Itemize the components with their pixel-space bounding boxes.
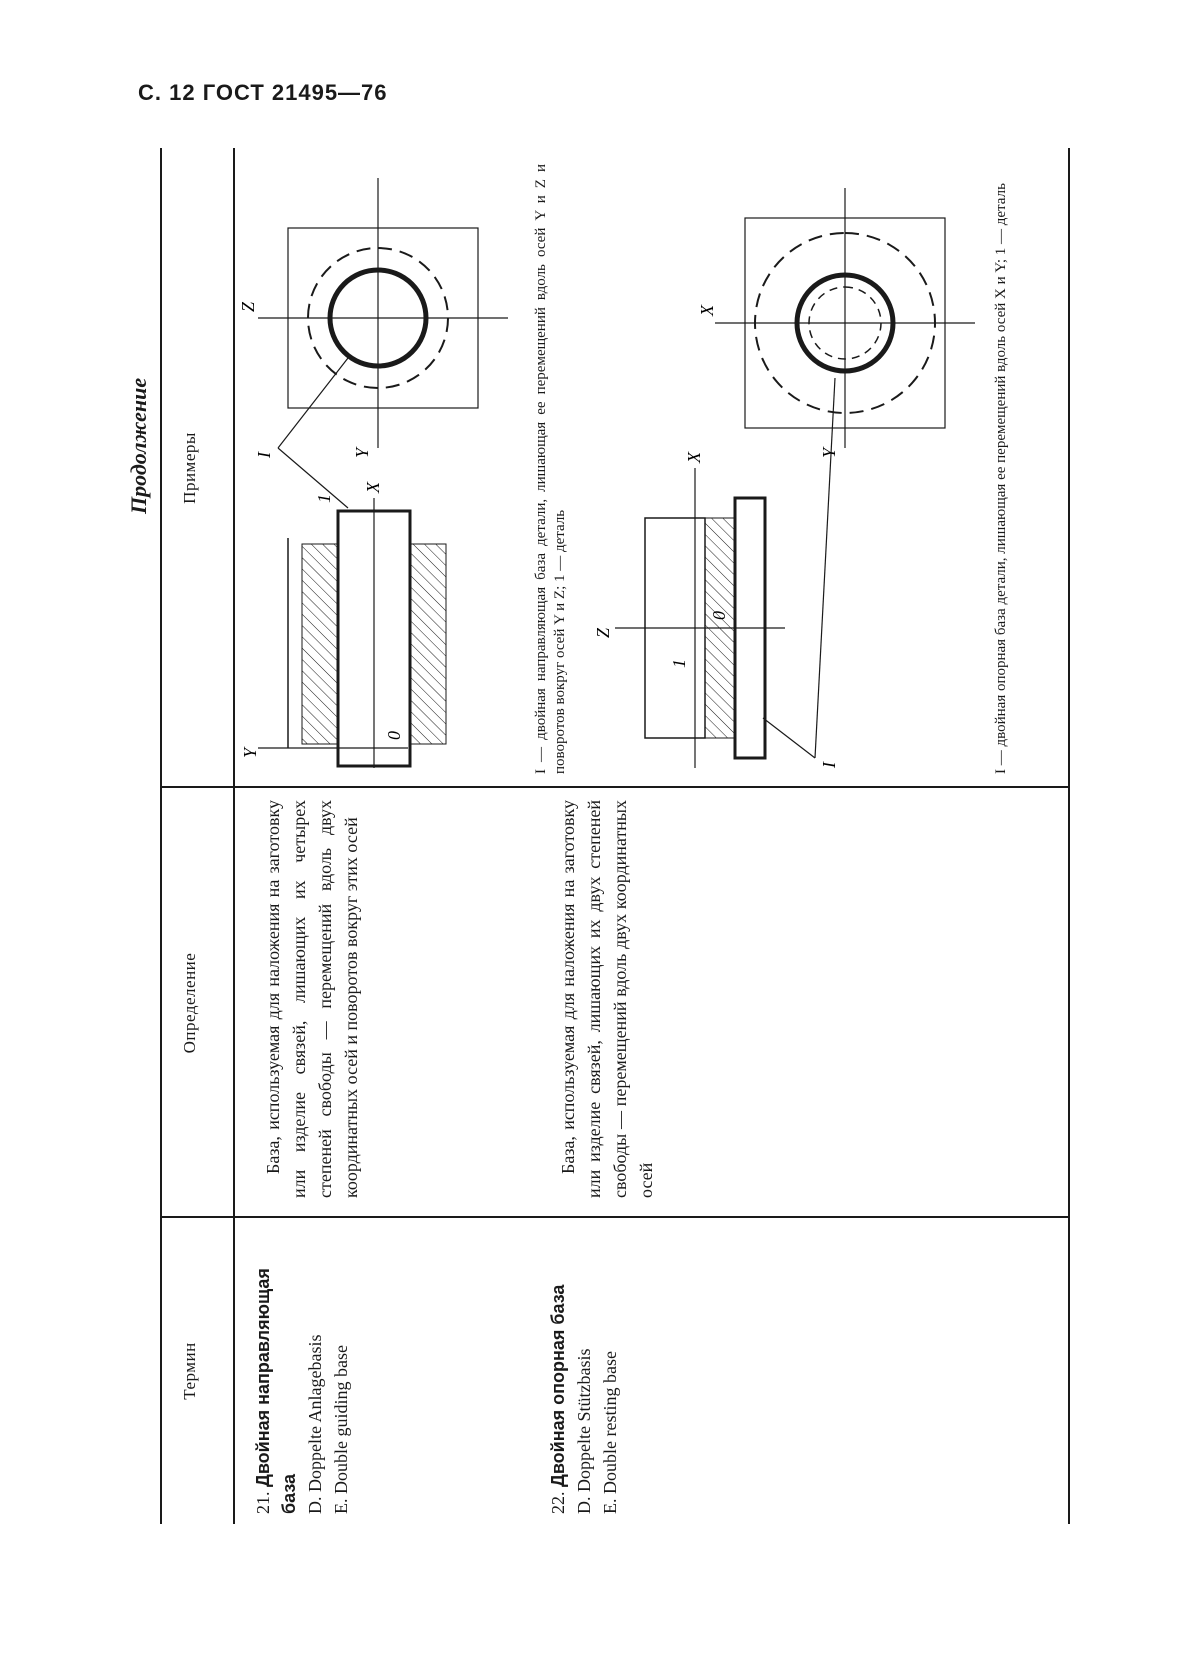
figure-22 — [585, 148, 985, 788]
housing-hatched-upper — [302, 544, 338, 744]
term-22-number: 22. — [548, 1491, 568, 1514]
header-rule — [233, 148, 235, 1524]
fig21-label-base: I — [254, 452, 274, 458]
fig21-label-z: Z — [238, 301, 258, 312]
term-21-name: Двойная направляющая база — [253, 1268, 299, 1514]
fig22-label-part: 1 — [669, 659, 689, 668]
term-21-german: D. Doppelte Anlagebasis — [305, 1334, 325, 1514]
leader-line-1 — [278, 448, 348, 508]
caption-22: I — двойная опорная база детали, лишающая ее перемещений вдоль осей X и Y; 1 — деталь — [993, 183, 1009, 774]
figure-21 — [238, 148, 528, 788]
fig22-label-x-top: X — [684, 452, 704, 463]
column-divider-1 — [160, 1216, 1070, 1218]
fig22-label-y: Y — [819, 447, 839, 458]
term-22-german: D. Doppelte Stützbasis — [574, 1348, 594, 1514]
housing-hatched-lower — [410, 544, 446, 744]
continuation-label: Продолжение — [126, 377, 151, 514]
fig21-label-x: X — [363, 482, 383, 493]
column-header-definition: Определение — [180, 952, 199, 1054]
term-21-english: E. Double guiding base — [331, 1345, 351, 1514]
leader-line-4 — [815, 378, 835, 758]
fig21-label-origin: 0 — [384, 731, 404, 740]
fig22-label-origin: 0 — [709, 611, 729, 620]
page-header: С. 12 ГОСТ 21495—76 — [138, 80, 388, 105]
term-22-name: Двойная опорная база — [548, 1284, 568, 1487]
definition-22: База, используемая для наложения на заготовку или изделие связей, лишающих их двух степеней свободы — перемещений вдоль двух координатных осей — [558, 800, 656, 1198]
caption-21: I — двойная направляющая база детали, лишающая ее перемещений вдоль осей Y и Z и поворотов вокруг осей Y и Z; 1 — деталь — [533, 164, 568, 774]
fig22-label-z: Z — [593, 627, 613, 638]
fig21-label-y-left: Y — [240, 747, 260, 758]
fig22-label-base: I — [819, 762, 839, 768]
rotated-table-block — [126, 148, 1070, 1524]
term-22 — [545, 1224, 623, 1514]
fig21-label-part: 1 — [314, 494, 334, 503]
fig22-label-x-right: X — [697, 305, 717, 316]
term-21 — [250, 1224, 354, 1514]
leader-line-3 — [763, 718, 815, 758]
definition-21: База, используемая для наложения на заготовку или изделие связей, лишающих их четырех степеней свободы — перемещений вдоль двух координатных осей и поворотов вокруг этих осей — [263, 800, 361, 1198]
fig21-label-y-right: Y — [352, 447, 372, 458]
column-header-terms: Термин — [180, 1342, 199, 1400]
term-22-english: E. Double resting base — [600, 1351, 620, 1514]
table-top-rule — [160, 148, 162, 1524]
term-21-number: 21. — [253, 1491, 273, 1514]
terms-table — [160, 148, 1070, 1524]
table-bottom-rule — [1068, 148, 1070, 1524]
column-header-examples: Примеры — [180, 432, 199, 504]
